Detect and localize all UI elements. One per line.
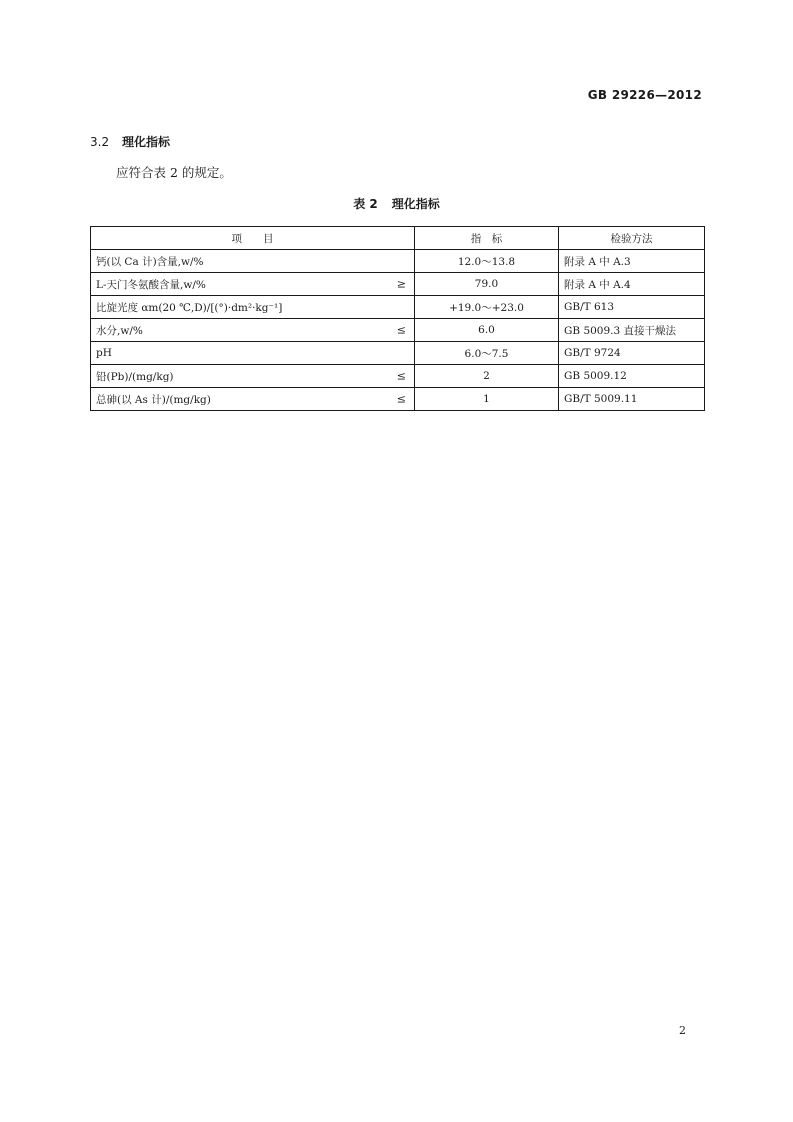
table-caption-title: 理化指标 <box>391 197 440 211</box>
column-header-method: 检验方法 <box>559 227 705 250</box>
row-value: 79.0 <box>415 273 559 296</box>
row-item-cell <box>91 273 415 296</box>
column-header-item: 项 目 <box>91 227 415 250</box>
row-item-label: L-天门冬氨酸含量,w/% <box>96 278 206 291</box>
row-item-cell <box>91 388 415 411</box>
row-item-cell <box>91 296 415 319</box>
row-item-cell <box>91 342 415 365</box>
row-method: GB/T 9724 <box>559 342 705 365</box>
row-item-label: 钙(以 Ca 计)含量,w/% <box>96 255 204 268</box>
row-method: 附录 A 中 A.3 <box>559 250 705 273</box>
section-number: 3.2 <box>90 135 110 149</box>
standard-code: GB 29226—2012 <box>587 88 702 102</box>
table-row <box>91 250 705 273</box>
row-value: 1 <box>415 388 559 411</box>
row-method: GB 5009.3 直接干燥法 <box>559 319 705 342</box>
table-caption-number: 表 2 <box>353 197 378 211</box>
row-item-cell <box>91 250 415 273</box>
table-caption <box>0 195 793 212</box>
row-method: GB/T 5009.11 <box>559 388 705 411</box>
table-row <box>91 296 705 319</box>
row-comparison-symbol: ≤ <box>396 323 406 337</box>
row-method: GB/T 613 <box>559 296 705 319</box>
row-item-label: 水分,w/% <box>96 324 143 337</box>
table-row <box>91 319 705 342</box>
section-title: 理化指标 <box>122 135 171 149</box>
specification-table <box>90 226 705 411</box>
table-row <box>91 388 705 411</box>
row-method: GB 5009.12 <box>559 365 705 388</box>
row-item-label: 比旋光度 αm(20 ℃,D)/[(°)·dm²·kg⁻¹] <box>96 301 283 314</box>
row-comparison-symbol: ≥ <box>396 277 406 291</box>
page-number: 2 <box>679 1024 686 1037</box>
row-comparison-symbol: ≤ <box>396 369 406 383</box>
row-item-cell <box>91 319 415 342</box>
row-item-label: 铅(Pb)/(mg/kg) <box>96 370 174 383</box>
row-value: 6.0 <box>415 319 559 342</box>
section-intro: 应符合表 2 的规定。 <box>116 165 232 180</box>
row-value: 2 <box>415 365 559 388</box>
row-item-label: pH <box>96 347 112 359</box>
table-row <box>91 342 705 365</box>
section-heading <box>90 133 170 150</box>
row-method: 附录 A 中 A.4 <box>559 273 705 296</box>
row-value: 6.0～7.5 <box>415 342 559 365</box>
row-comparison-symbol: ≤ <box>396 392 406 406</box>
table-row <box>91 365 705 388</box>
row-item-cell <box>91 365 415 388</box>
table-row <box>91 273 705 296</box>
table-header-row <box>91 227 705 250</box>
row-value: +19.0～+23.0 <box>415 296 559 319</box>
row-value: 12.0～13.8 <box>415 250 559 273</box>
column-header-value: 指 标 <box>415 227 559 250</box>
row-item-label: 总砷(以 As 计)/(mg/kg) <box>96 393 211 406</box>
